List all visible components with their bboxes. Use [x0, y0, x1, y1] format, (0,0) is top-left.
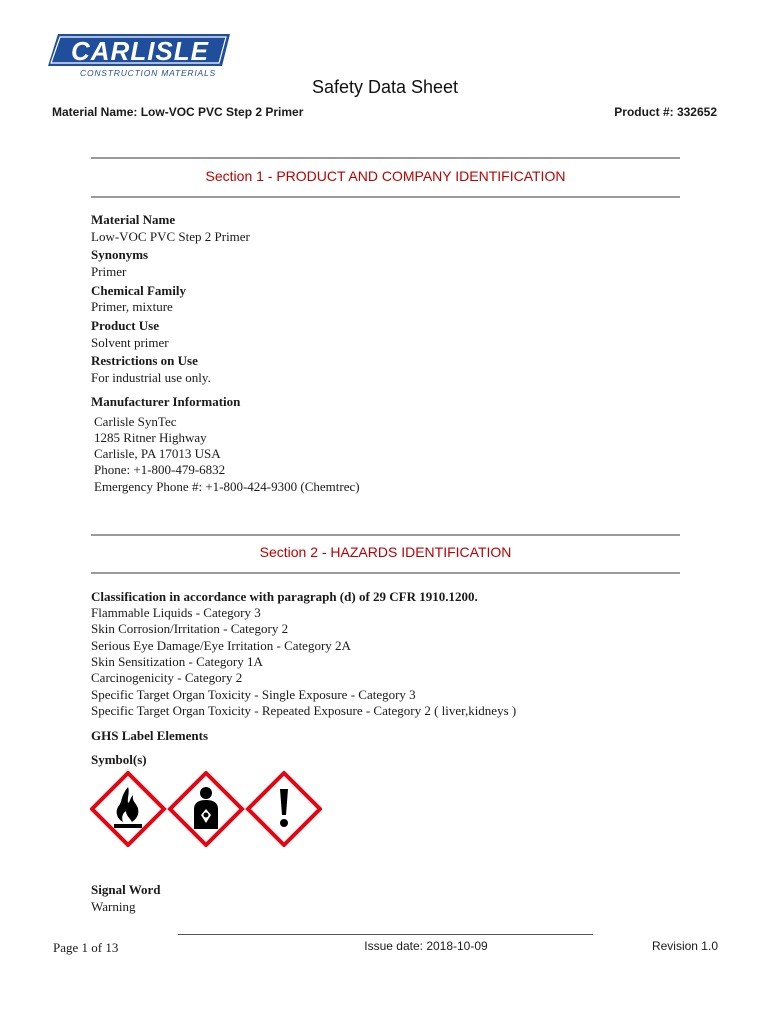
issue-date: Issue date: 2018-10-09 — [364, 939, 488, 953]
field-value-product-use: Solvent primer — [91, 335, 169, 350]
carlisle-logo — [44, 30, 234, 80]
ghs-label-elements: GHS Label Elements — [91, 728, 209, 743]
document-title: Safety Data Sheet — [311, 77, 459, 97]
flame-pictogram-icon — [92, 773, 164, 845]
health-hazard-pictogram-icon — [170, 773, 242, 845]
section-2-heading: Section 2 - HAZARDS IDENTIFICATION — [259, 544, 512, 560]
field-value-synonyms: Primer — [91, 264, 127, 279]
manufacturer-label: Manufacturer Information — [91, 394, 241, 409]
section-divider — [91, 534, 680, 536]
symbols-label: Symbol(s) — [91, 752, 147, 767]
manufacturer-line: Carlisle SynTec — [94, 414, 177, 429]
signal-word-value: Warning — [91, 899, 136, 914]
page-number: Page 1 of 13 — [53, 940, 119, 955]
hazard-classification: Flammable Liquids - Category 3 — [91, 605, 261, 620]
field-value-material-name: Low-VOC PVC Step 2 Primer — [91, 229, 250, 244]
field-label-product-use: Product Use — [91, 318, 160, 333]
exclamation-pictogram-icon — [248, 773, 320, 845]
hazard-classification: Specific Target Organ Toxicity - Single Exposure - Category 3 — [91, 687, 416, 702]
footer-divider — [178, 934, 593, 935]
emergency-phone: Emergency Phone #: +1-800-424-9300 (Chemtrec) — [94, 479, 360, 494]
section-divider — [91, 196, 680, 198]
material-name-header: Material Name: Low-VOC PVC Step 2 Primer — [52, 105, 304, 119]
hazard-classification: Skin Sensitization - Category 1A — [91, 654, 263, 669]
manufacturer-line: Carlisle, PA 17013 USA — [94, 446, 221, 461]
field-label-material-name: Material Name — [91, 212, 176, 227]
field-label-chemical-family: Chemical Family — [91, 283, 186, 298]
field-label-restrictions: Restrictions on Use — [91, 353, 198, 368]
section-1-heading: Section 1 - PRODUCT AND COMPANY IDENTIFICATION — [205, 168, 566, 184]
field-value-chemical-family: Primer, mixture — [91, 299, 173, 314]
manufacturer-phone: Phone: +1-800-479-6832 — [94, 462, 226, 477]
signal-word-label: Signal Word — [91, 882, 161, 897]
logo-wordmark: CARLISLE — [71, 36, 209, 66]
classification-label: Classification in accordance with paragraph (d) of 29 CFR 1910.1200. — [91, 589, 478, 604]
field-value-restrictions: For industrial use only. — [91, 370, 211, 385]
revision-number: Revision 1.0 — [651, 939, 718, 953]
hazard-classification: Specific Target Organ Toxicity - Repeated Exposure - Category 2 ( liver,kidneys ) — [91, 703, 517, 718]
hazard-classification: Skin Corrosion/Irritation - Category 2 — [91, 621, 289, 636]
field-label-synonyms: Synonyms — [91, 247, 149, 262]
hazard-classification: Serious Eye Damage/Eye Irritation - Category 2A — [91, 638, 351, 653]
section-divider — [91, 157, 680, 159]
manufacturer-line: 1285 Ritner Highway — [94, 430, 207, 445]
product-number-header: Product #: 332652 — [614, 105, 717, 119]
section-divider — [91, 572, 680, 574]
ghs-pictograms — [90, 771, 322, 847]
logo-subtext: CONSTRUCTION MATERIALS — [80, 68, 216, 78]
hazard-classification: Carcinogenicity - Category 2 — [91, 670, 243, 685]
